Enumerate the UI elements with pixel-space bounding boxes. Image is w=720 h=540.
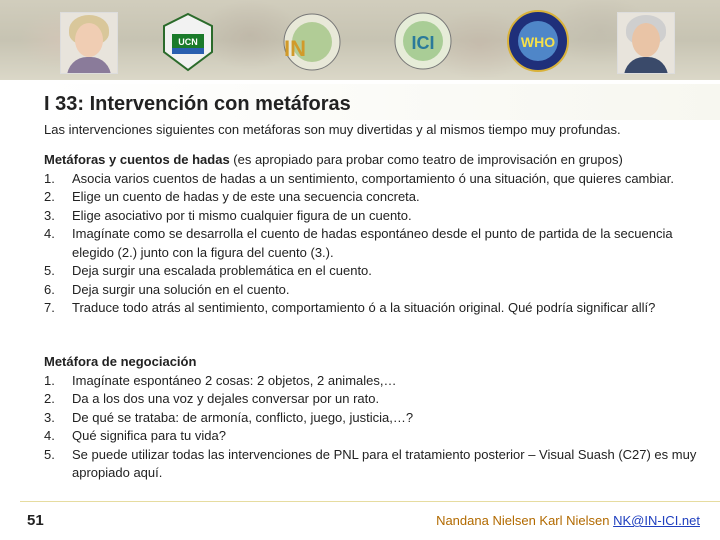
list-item-text: Imagínate como se desarrolla el cuento de hadas espontáneo desde el punto de partida de la secuencia elegido (2.) junto con la figura del cuento (3.).	[72, 226, 673, 260]
section-heading: Metáfora de negociación	[44, 354, 197, 369]
author-photo-man	[617, 12, 675, 74]
list-item-number: 7.	[44, 300, 55, 315]
list-item	[44, 225, 704, 262]
list-item-text: Qué significa para tu vida?	[72, 428, 226, 443]
list-item	[44, 427, 704, 446]
photo-body	[67, 57, 111, 74]
list-item-number: 2.	[44, 189, 55, 204]
list-item	[44, 299, 704, 318]
section-fairy-tales	[44, 151, 704, 318]
list-item	[44, 390, 704, 409]
list-item-text: De qué se trataba: de armonía, conflicto, juego, justicia,…?	[72, 409, 414, 425]
footer-authors: Nandana Nielsen Karl Nielsen	[436, 513, 614, 528]
ici-logo-text: ICI	[411, 33, 435, 53]
footer-divider	[20, 501, 720, 502]
intro-text: Las intervenciones siguientes con metáforas son muy divertidas y al mismos tiempo muy profundas.	[44, 122, 621, 137]
in-logo	[270, 8, 350, 74]
section-heading-line	[44, 151, 704, 170]
page-number: 51	[27, 512, 44, 529]
list-item-text: Da a los dos una voz y dejales conversar por un rato.	[72, 391, 380, 406]
list-item-number: 4.	[44, 428, 55, 443]
list-item-text: Deja surgir una solución en el cuento.	[72, 281, 290, 297]
list-item-number: 3.	[44, 207, 55, 223]
list-item-text: Traduce todo atrás al sentimiento, comportamiento ó a la situación original. Qué podría significar allí?	[72, 300, 656, 315]
list-item-number: 1.	[44, 170, 55, 186]
photo-face	[75, 23, 103, 57]
list-item	[44, 372, 704, 391]
list-item-number: 6.	[44, 281, 55, 297]
who-logo-text: WHO	[520, 34, 556, 50]
ucn-logo-text: UCN	[178, 37, 198, 47]
list-item	[44, 281, 704, 300]
page-title: I 33: Intervención con metáforas	[44, 93, 351, 115]
section-heading: Metáforas y cuentos de hadas	[44, 152, 230, 167]
list-item-text: Se puede utilizar todas las intervenciones de PNL para el tratamiento posterior – Visual Suash (C27) es muy apropiado aquí.	[72, 446, 697, 480]
footer-email-link[interactable]: NK@IN-ICI.net	[613, 513, 700, 528]
photo-body	[624, 57, 668, 74]
list-item-number: 4.	[44, 226, 55, 241]
negotiation-steps	[44, 372, 704, 483]
section-negotiation	[44, 353, 704, 483]
list-item	[44, 207, 704, 226]
ucn-logo	[160, 12, 216, 72]
list-item	[44, 262, 704, 281]
footer-credits	[436, 513, 700, 528]
photo-face	[632, 23, 660, 57]
list-item-number: 2.	[44, 391, 55, 406]
fairy-tale-steps	[44, 170, 704, 318]
who-logo	[505, 8, 571, 74]
list-item-text: Deja surgir una escalada problemática en el cuento.	[72, 263, 372, 278]
list-item	[44, 170, 704, 189]
list-item	[44, 446, 704, 483]
list-item	[44, 188, 704, 207]
in-logo-text: IN	[284, 36, 306, 61]
list-item-number: 3.	[44, 409, 55, 425]
list-item-text: Elige un cuento de hadas y de este una secuencia concreta.	[72, 189, 420, 204]
list-item-text: Elige asociativo por ti mismo cualquier figura de un cuento.	[72, 207, 412, 223]
list-item-text: Asocia varios cuentos de hadas a un sentimiento, comportamiento ó una situación, que quieres cambiar.	[72, 170, 674, 186]
list-item-number: 5.	[44, 263, 55, 278]
ici-logo	[388, 8, 458, 74]
list-item-number: 5.	[44, 446, 55, 462]
section-heading-note: (es apropiado para probar como teatro de improvisación en grupos)	[229, 152, 623, 167]
author-photo-woman	[60, 12, 118, 74]
list-item-number: 1.	[44, 372, 55, 388]
section-heading-line	[44, 353, 704, 372]
list-item	[44, 409, 704, 428]
header-banner	[0, 0, 720, 80]
list-item-text: Imagínate espontáneo 2 cosas: 2 objetos, 2 animales,…	[72, 372, 397, 388]
